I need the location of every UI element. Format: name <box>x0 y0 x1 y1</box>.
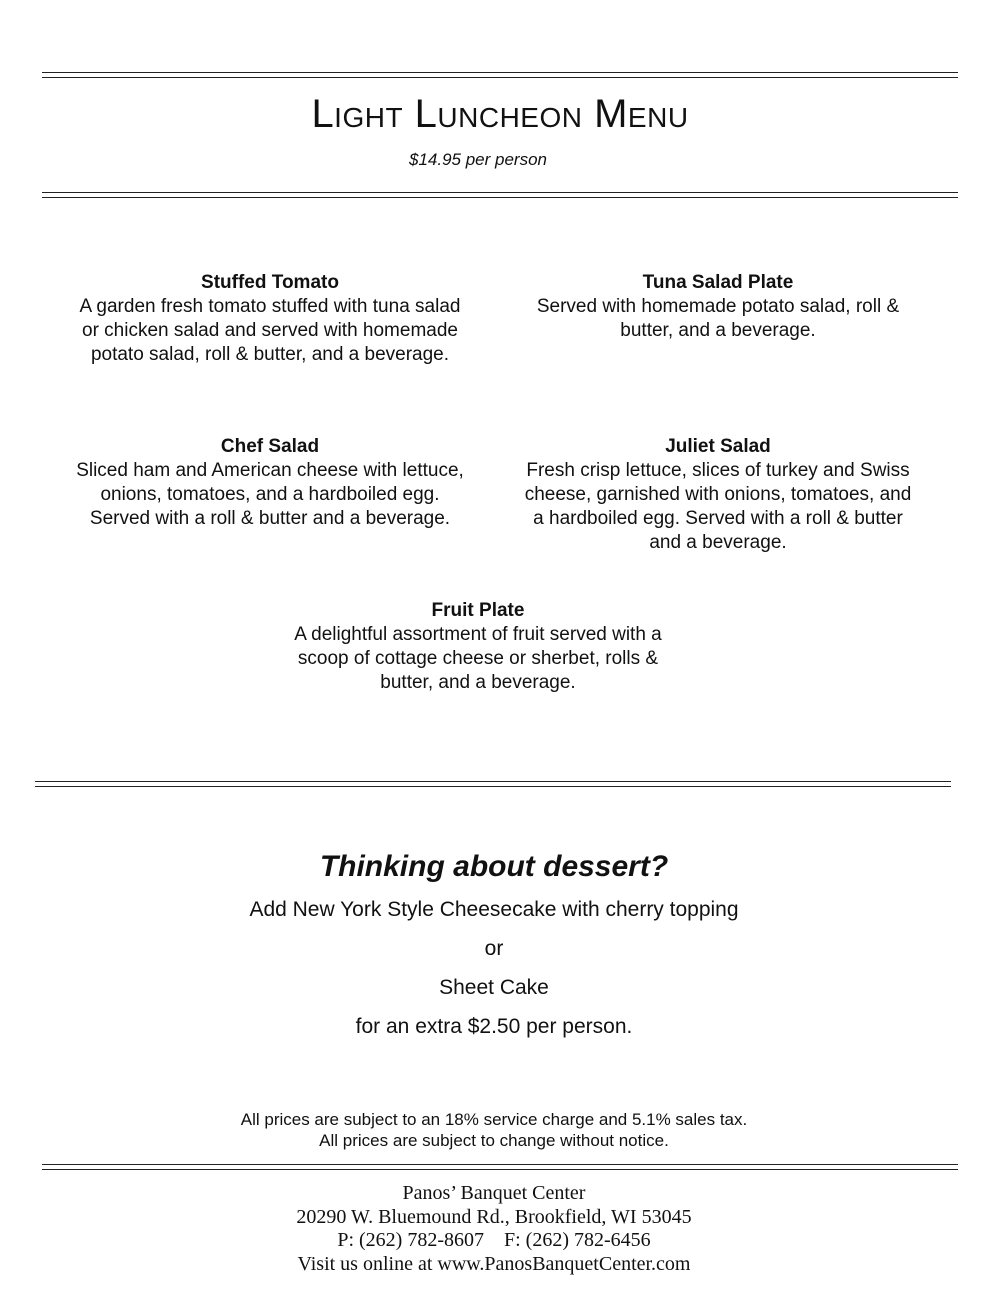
menu-item-juliet-salad <box>496 435 940 555</box>
header-bottom-double-rule <box>42 192 958 193</box>
menu-title: Light Luncheon Menu <box>311 92 689 136</box>
footer-block <box>0 1182 988 1276</box>
menu-item-desc-line: Fresh crisp lettuce, slices of turkey and Swiss <box>526 460 910 481</box>
price-note-tax: All prices are subject to an 18% service charge and 5.1% sales tax. <box>240 1110 748 1129</box>
menu-item-desc-line: Sliced ham and American cheese with lettuce, <box>76 460 464 481</box>
middle-double-rule <box>35 781 951 782</box>
menu-item-desc-line: onions, tomatoes, and a hardboiled egg. <box>100 484 440 505</box>
menu-item-desc-line: or chicken salad and served with homemade <box>82 320 458 341</box>
price-note-change: All prices are subject to change without notice. <box>319 1131 669 1150</box>
dessert-line-price: for an extra $2.50 per person. <box>355 1015 633 1038</box>
menu-item-tuna-salad-plate <box>496 271 940 343</box>
footer-double-rule <box>42 1164 958 1165</box>
menu-item-name: Fruit Plate <box>431 600 525 621</box>
menu-item-desc-line: butter, and a beverage. <box>380 672 576 693</box>
menu-item-desc-line: A garden fresh tomato stuffed with tuna salad <box>79 296 461 317</box>
menu-item-desc-line: butter, and a beverage. <box>620 320 816 341</box>
menu-item-desc-line: cheese, garnished with onions, tomatoes, and <box>524 484 912 505</box>
menu-item-desc-line: A delightful assortment of fruit served with a <box>294 624 662 645</box>
menu-item-desc-line: and a beverage. <box>649 532 787 553</box>
menu-item-name: Chef Salad <box>220 436 320 457</box>
footer-website[interactable]: Visit us online at www.PanosBanquetCenter.com <box>297 1252 691 1275</box>
dessert-line-sheet-cake: Sheet Cake <box>439 976 549 999</box>
menu-item-chef-salad <box>48 435 492 531</box>
menu-item-name: Stuffed Tomato <box>201 272 339 293</box>
menu-price: $14.95 per person <box>409 150 547 169</box>
menu-item-desc-line: Served with a roll & butter and a beverage. <box>89 508 451 529</box>
dessert-line-cheesecake: Add New York Style Cheesecake with cherry topping <box>249 898 739 921</box>
footer-phone-fax: P: (262) 782-8607 F: (262) 782-6456 <box>337 1229 651 1251</box>
menu-item-name: Juliet Salad <box>665 436 771 457</box>
menu-item-desc-line: a hardboiled egg. Served with a roll & butter <box>533 508 903 529</box>
footer-venue-name: Panos’ Banquet Center <box>402 1182 586 1204</box>
footer-address: 20290 W. Bluemound Rd., Brookfield, WI 53045 <box>296 1205 692 1228</box>
menu-item-desc-line: potato salad, roll & butter, and a beverage. <box>90 344 450 365</box>
menu-item-fruit-plate <box>256 599 700 695</box>
dessert-line-or: or <box>484 937 504 960</box>
dessert-heading: Thinking about dessert? <box>319 850 669 883</box>
top-double-rule <box>42 72 958 73</box>
menu-item-stuffed-tomato <box>48 271 492 367</box>
menu-item-name: Tuna Salad Plate <box>642 272 794 293</box>
menu-item-desc-line: Served with homemade potato salad, roll & <box>536 296 900 317</box>
menu-item-desc-line: scoop of cottage cheese or sherbet, rolls & <box>297 648 659 669</box>
